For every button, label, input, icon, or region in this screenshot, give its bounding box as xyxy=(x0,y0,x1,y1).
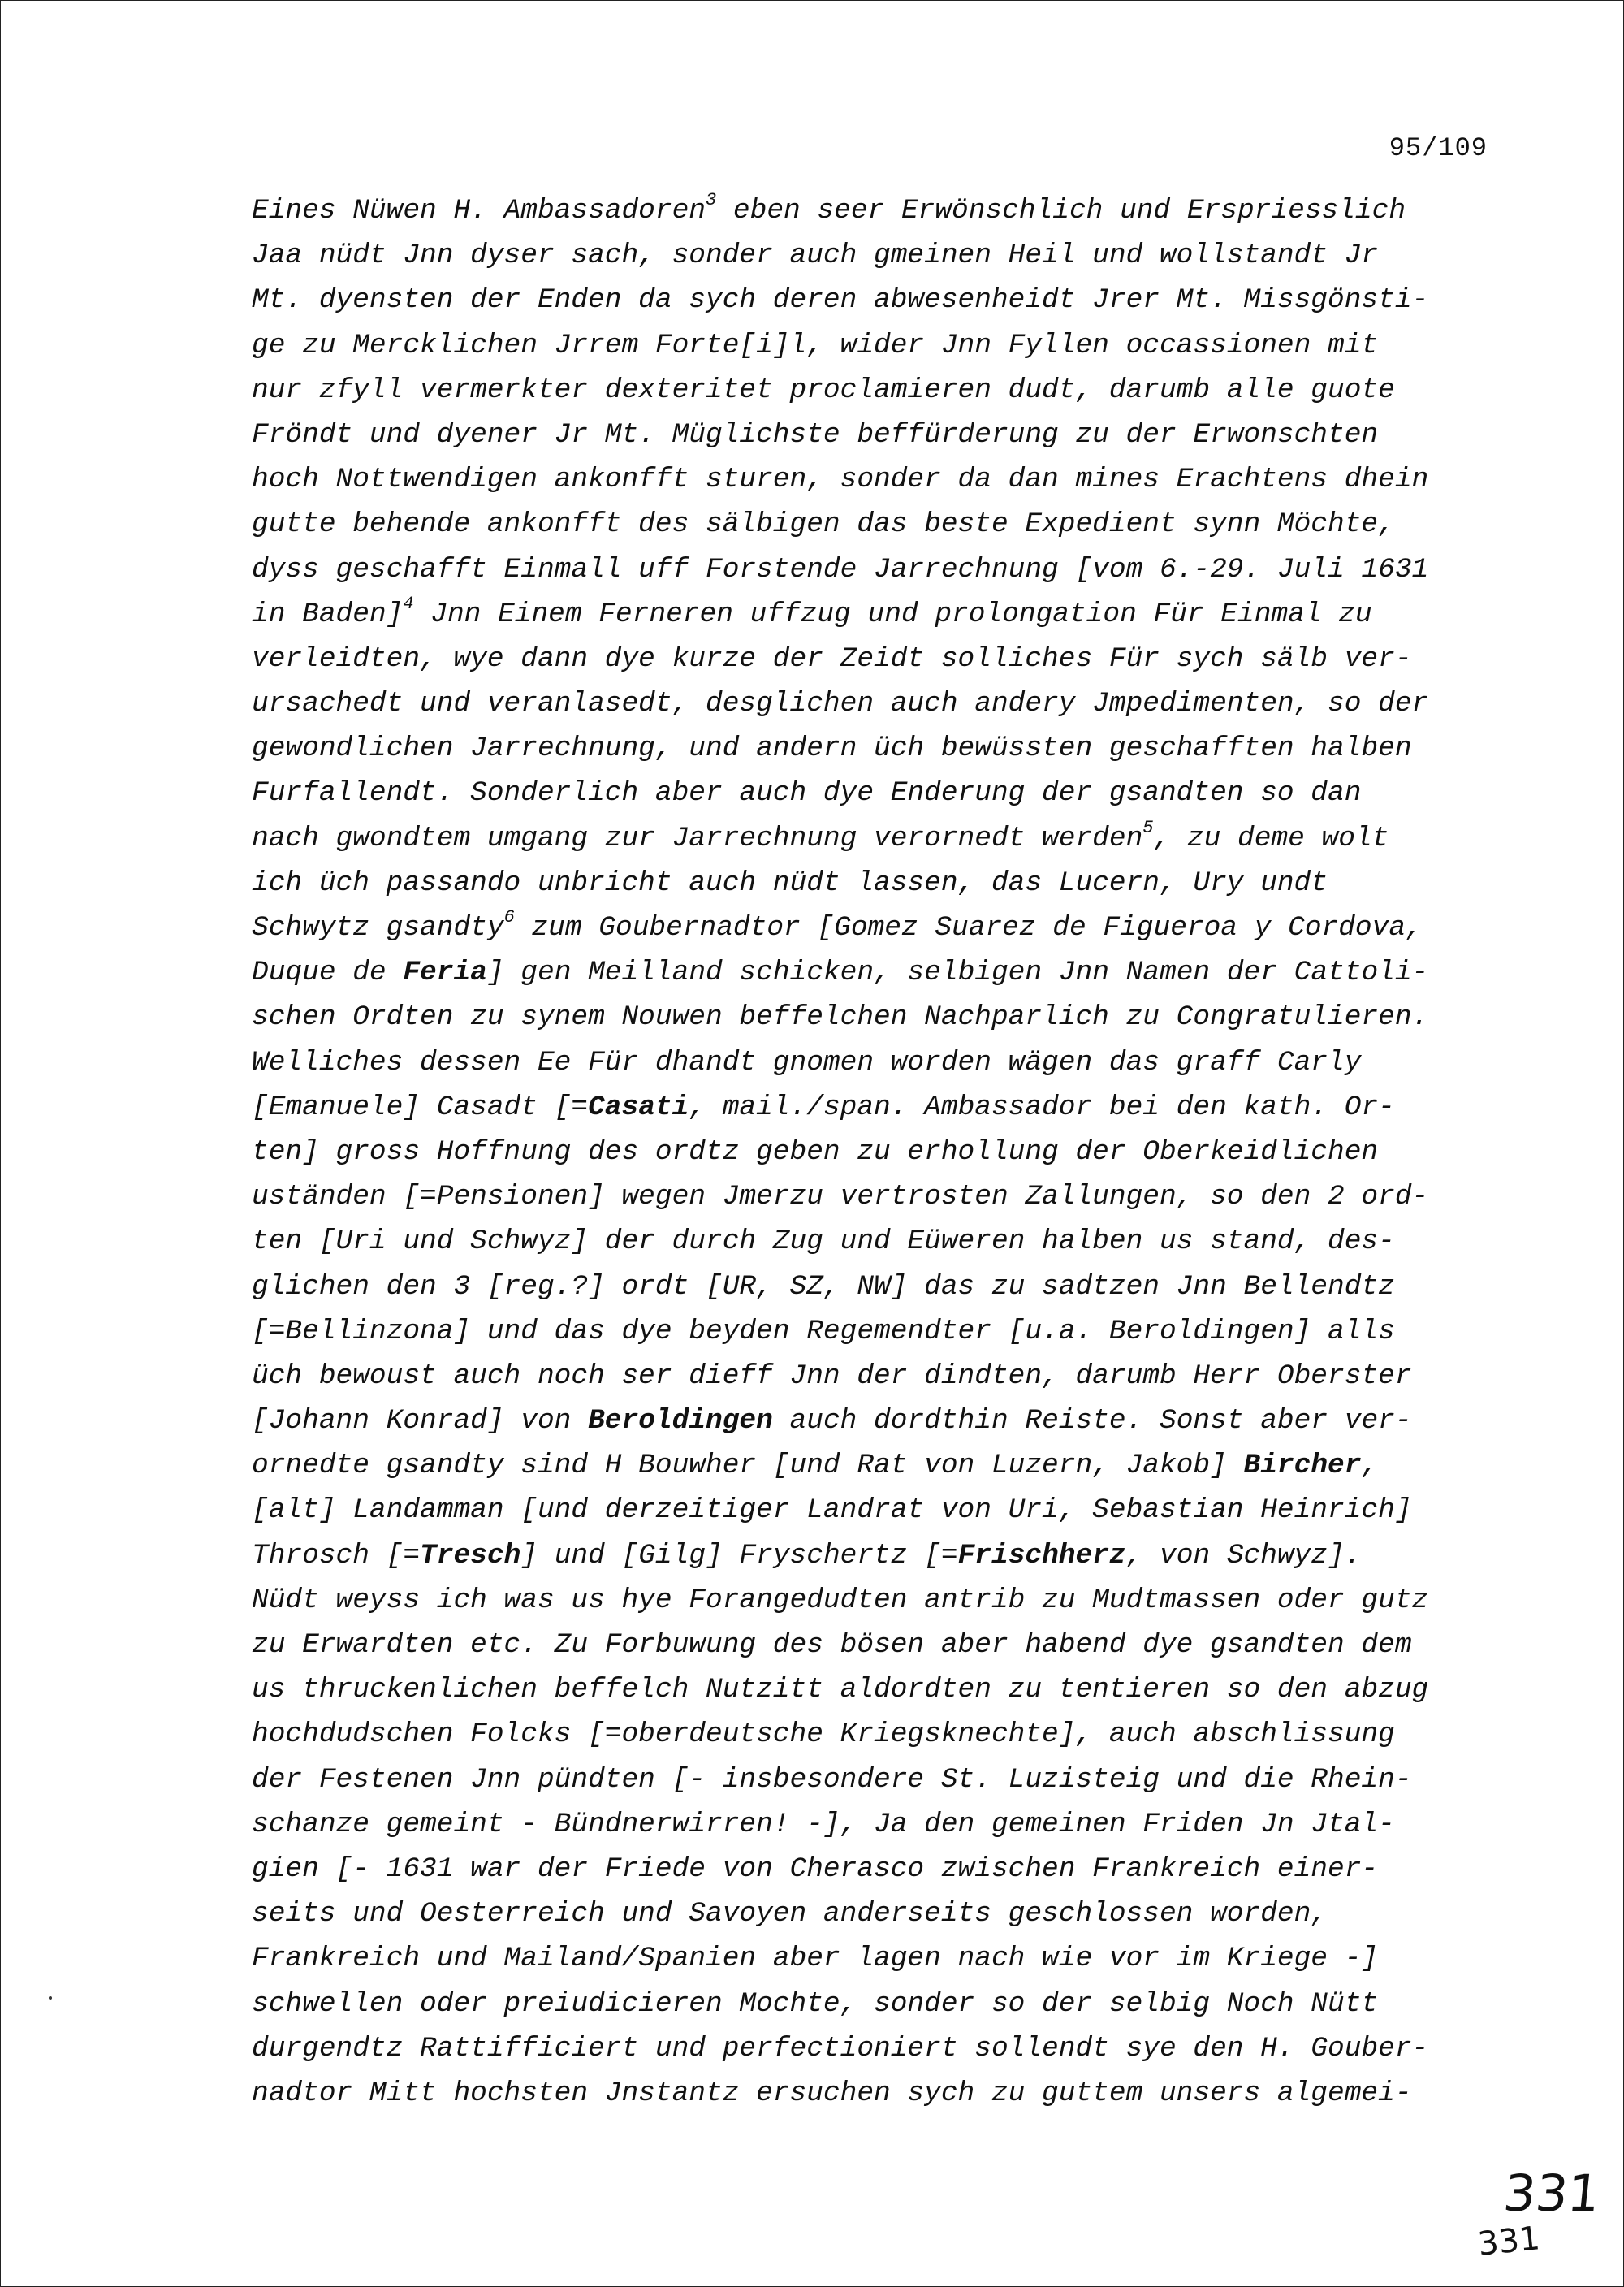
text-segment: Furfallendt. Sonderlich aber auch dye Enderung der gsandten so dan xyxy=(252,777,1362,810)
text-line xyxy=(252,950,1502,995)
text-segment: ] und [Gilg] Fryschertz [= xyxy=(520,1539,958,1572)
text-segment: ] gen Meilland schicken, selbigen Jnn Namen der Cattoli- xyxy=(486,957,1429,989)
bold-name: Casati xyxy=(588,1091,689,1123)
text-line xyxy=(252,2071,1502,2116)
bold-name: Beroldingen xyxy=(588,1405,773,1437)
text-line xyxy=(252,592,1502,637)
text-line xyxy=(252,547,1502,592)
text-segment: Duque de xyxy=(252,957,404,989)
bold-name: Tresch xyxy=(420,1539,521,1572)
text-segment: , xyxy=(1361,1450,1379,1482)
text-segment: nach gwondtem umgang zur Jarrechnung verornedt werden xyxy=(252,822,1143,854)
text-line xyxy=(252,1712,1502,1757)
text-line xyxy=(252,502,1502,547)
text-segment: glichen den 3 [reg.?] ordt [UR, SZ, NW] das zu sadtzen Jnn Bellendtz xyxy=(252,1270,1395,1303)
text-line xyxy=(252,771,1502,815)
text-segment: zu Erwardten etc. Zu Forbuwung des bösen aber habend dye gsandten dem xyxy=(252,1629,1412,1661)
text-segment: üch bewoust auch noch ser dieff Jnn der dindten, darumb Herr Oberster xyxy=(252,1360,1412,1392)
text-segment: Welliches dessen Ee Für dhandt gnomen worden wägen das graff Carly xyxy=(252,1046,1362,1079)
text-segment: durgendtz Rattifficiert und perfectioniert sollendt sye den H. Gouber- xyxy=(252,2032,1429,2064)
text-segment: [alt] Landamman [und derzeitiger Landrat von Uri, Sebastian Heinrich] xyxy=(252,1494,1412,1527)
text-segment: Eines Nüwen H. Ambassadoren xyxy=(252,195,706,227)
margin-mark xyxy=(49,1996,52,2000)
footnote-marker: 4 xyxy=(403,593,414,614)
text-line xyxy=(252,1891,1502,1936)
text-line xyxy=(252,1936,1502,1981)
text-segment: zum Goubernadtor [Gomez Suarez de Figueroa y Cordova, xyxy=(514,912,1423,944)
text-line xyxy=(252,323,1502,368)
text-line xyxy=(252,457,1502,502)
text-line xyxy=(252,1085,1502,1130)
text-segment: Fröndt und dyener Jr Mt. Müglichste beffürderung zu der Erwonschten xyxy=(252,418,1379,451)
text-line xyxy=(252,2026,1502,2071)
document-body-text xyxy=(252,188,1502,2116)
text-segment: Throsch [= xyxy=(252,1539,421,1572)
text-segment: Frankreich und Mailand/Spanien aber lagen nach wie vor im Kriege -] xyxy=(252,1943,1379,1975)
text-segment: ursachedt und veranlasedt, desglichen auch andery Jmpedimenten, so der xyxy=(252,688,1429,720)
text-segment: ten] gross Hoffnung des ordtz geben zu erhollung der Oberkeidlichen xyxy=(252,1135,1379,1168)
bold-name: Frischherz xyxy=(957,1539,1126,1572)
text-segment: Nüdt weyss ich was us hye Forangedudten antrib zu Mudtmassen oder gutz xyxy=(252,1584,1429,1616)
text-line xyxy=(252,1667,1502,1712)
text-segment: , von Schwyz]. xyxy=(1125,1539,1362,1572)
text-line xyxy=(252,1265,1502,1309)
text-line xyxy=(252,1488,1502,1533)
text-segment: gutte behende ankonfft des sälbigen das beste Expedient synn Möchte, xyxy=(252,508,1395,541)
text-segment: schwellen oder preiudicieren Mochte, sonder so der selbig Noch Nütt xyxy=(252,1987,1379,2020)
text-line xyxy=(252,233,1502,278)
text-line xyxy=(252,1623,1502,1667)
text-line xyxy=(252,1040,1502,1085)
text-segment: ge zu Mercklichen Jrrem Forte[i]l, wider Jnn Fyllen occassionen mit xyxy=(252,329,1379,361)
text-segment: [Johann Konrad] von xyxy=(252,1405,589,1437)
text-segment: nur zfyll vermerkter dexteritet proclamieren dudt, darumb alle guote xyxy=(252,374,1395,406)
text-line xyxy=(252,861,1502,906)
text-segment: auch dordthin Reiste. Sonst aber ver- xyxy=(772,1405,1412,1437)
text-line xyxy=(252,413,1502,457)
text-line xyxy=(252,726,1502,771)
text-segment: [=Bellinzona] und das dye beyden Regemendter [u.a. Beroldingen] alls xyxy=(252,1315,1395,1347)
text-segment: nadtor Mitt hochsten Jnstantz ersuchen sych zu guttem unsers algemei- xyxy=(252,2077,1412,2109)
text-line xyxy=(252,1847,1502,1891)
text-segment: in Baden] xyxy=(252,598,404,630)
text-segment: hochdudschen Folcks [=oberdeutsche Kriegsknechte], auch abschlissung xyxy=(252,1718,1395,1751)
text-line xyxy=(252,1802,1502,1847)
footnote-marker: 5 xyxy=(1142,817,1154,838)
text-segment: Schwytz gsandty xyxy=(252,912,504,944)
text-segment: ich üch passando unbricht auch nüdt lassen, das Lucern, Ury undt xyxy=(252,867,1328,899)
text-line xyxy=(252,1399,1502,1443)
text-segment: eben seer Erwönschlich und Erspriesslich xyxy=(716,195,1406,227)
text-segment: verleidten, wye dann dye kurze der Zeidt solliches Für sych sälb ver- xyxy=(252,642,1412,675)
page-number: 95/109 xyxy=(1389,133,1488,163)
text-segment: seits und Oesterreich und Savoyen anderseits geschlossen worden, xyxy=(252,1898,1328,1930)
text-segment: Jaa nüdt Jnn dyser sach, sonder auch gmeinen Heil und wollstandt Jr xyxy=(252,240,1379,272)
bold-name: Feria xyxy=(403,957,487,989)
footnote-marker: 6 xyxy=(503,907,515,927)
text-segment: gewondlichen Jarrechnung, und andern üch bewüssten geschafften halben xyxy=(252,733,1412,765)
text-line xyxy=(252,1757,1502,1802)
text-line xyxy=(252,1982,1502,2026)
text-segment: hoch Nottwendigen ankonfft sturen, sonder da dan mines Erachtens dhein xyxy=(252,464,1429,496)
text-line xyxy=(252,1354,1502,1399)
footnote-marker: 3 xyxy=(706,190,717,210)
text-segment: us thruckenlichen beffelch Nutzitt aldordten zu tentieren so den abzug xyxy=(252,1674,1429,1706)
handwritten-page-number: 331 xyxy=(1501,2164,1604,2223)
text-segment: dyss geschafft Einmall uff Forstende Jarrechnung [vom 6.-29. Juli 1631 xyxy=(252,553,1429,586)
text-line xyxy=(252,995,1502,1040)
text-line xyxy=(252,368,1502,413)
text-line xyxy=(252,278,1502,322)
text-segment: ten [Uri und Schwyz] der durch Zug und Eüweren halben us stand, des- xyxy=(252,1226,1395,1258)
text-line xyxy=(252,1174,1502,1219)
bold-name: Bircher xyxy=(1243,1450,1362,1482)
text-line xyxy=(252,637,1502,681)
text-line xyxy=(252,906,1502,950)
text-segment: ornedte gsandty sind H Bouwher [und Rat von Luzern, Jakob] xyxy=(252,1450,1244,1482)
text-segment: gien [- 1631 war der Friede von Cherasco zwischen Frankreich einer- xyxy=(252,1853,1379,1885)
text-segment: , mail./span. Ambassador bei den kath. Or- xyxy=(689,1091,1395,1123)
text-segment: uständen [=Pensionen] wegen Jmerzu vertrosten Zallungen, so den 2 ord- xyxy=(252,1181,1429,1213)
text-line xyxy=(252,1578,1502,1623)
text-segment: schanze gemeint - Bündnerwirren! -], Ja den gemeinen Friden Jn Jtal- xyxy=(252,1808,1395,1840)
text-segment: [Emanuele] Casadt [= xyxy=(252,1091,589,1123)
text-line xyxy=(252,1219,1502,1264)
text-segment: Jnn Einem Ferneren uffzug und prolongation Für Einmal zu xyxy=(413,598,1372,630)
text-segment: , zu deme wolt xyxy=(1153,822,1389,854)
text-line xyxy=(252,1130,1502,1174)
handwritten-page-number-secondary: 331 xyxy=(1475,2220,1542,2263)
text-line xyxy=(252,1309,1502,1354)
text-segment: der Festenen Jnn pündten [- insbesondere St. Luzisteig und die Rhein- xyxy=(252,1763,1412,1796)
text-line xyxy=(252,1533,1502,1578)
text-line xyxy=(252,681,1502,726)
text-segment: Mt. dyensten der Enden da sych deren abwesenheidt Jrer Mt. Missgönsti- xyxy=(252,284,1429,317)
text-line xyxy=(252,1443,1502,1488)
text-line xyxy=(252,188,1502,233)
text-line xyxy=(252,816,1502,861)
text-segment: schen Ordten zu synem Nouwen beffelchen Nachparlich zu Congratulieren. xyxy=(252,1001,1429,1034)
